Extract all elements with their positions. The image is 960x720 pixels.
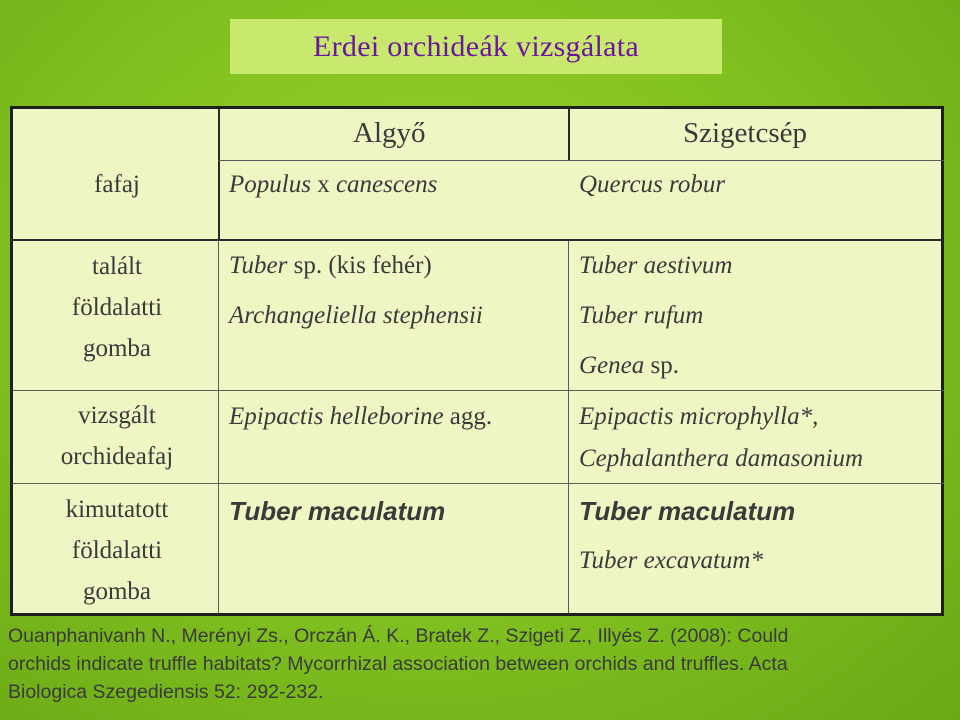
header-algyo: Algyő [353, 117, 426, 149]
orchidea-algyo-suffix: agg. [443, 403, 493, 430]
kimutatott-algyo [229, 486, 445, 536]
orchidea-szig-line1: Epipactis microphylla*, [579, 403, 819, 430]
label-kimutatott-gomba [13, 489, 221, 612]
kimutatott-algyo-name: Tuber maculatum [229, 496, 446, 526]
label-fafaj: fafaj [94, 171, 140, 198]
gomba-szig-line3: Genea sp. [579, 352, 679, 379]
gomba-algyo-line1: Tuber sp. (kis fehér) [229, 252, 432, 279]
label-talalt-line3: gomba [82, 335, 152, 362]
divider-h2 [13, 390, 944, 391]
orchidea-algyo-name: Epipactis helleborine [229, 403, 444, 430]
kimutatott-szig-line1: Tuber maculatum [579, 496, 796, 526]
label-kimutatott-line3: gomba [82, 578, 152, 605]
fafaj-algyo-genus: Populus [229, 171, 311, 198]
divider-h0 [218, 160, 944, 161]
label-kimutatott-line1: kimutatott [65, 496, 169, 523]
label-talalt-line1: talált [92, 253, 142, 280]
kimutatott-szigetcsep [579, 486, 795, 586]
label-talalt-line2: földalatti [71, 294, 163, 321]
gomba-algyo-line2: Archangeliella stephensii [229, 302, 483, 329]
citation-line2: orchids indicate truffle habitats? Mycorrhizal association between orchids and truffles. Acta [8, 653, 788, 675]
orchidea-szig-line2: Cephalanthera damasonium [579, 445, 864, 472]
page-title: Erdei orchideák vizsgálata [230, 19, 722, 74]
orchidea-szigetcsep [579, 392, 863, 484]
fafaj-algyo [229, 171, 437, 199]
divider-v2b [568, 239, 569, 613]
gomba-algyo [229, 241, 483, 341]
orchidea-algyo [229, 392, 492, 442]
citation-line3: Biologica Szegediensis 52: 292-232. [8, 681, 324, 703]
citation [8, 622, 948, 706]
kimutatott-szig-line2: Tuber excavatum* [579, 547, 763, 574]
gomba-szigetcsep [579, 241, 732, 391]
divider-v2a [568, 109, 570, 161]
fafaj-szigetcsep: Quercus robur [579, 171, 726, 198]
label-vizsgalt-line1: vizsgált [78, 402, 156, 429]
label-vizsgalt-orchidea [13, 395, 221, 477]
gomba-szig-line2: Tuber rufum [579, 302, 704, 329]
label-kimutatott-line2: földalatti [71, 537, 163, 564]
gomba-szig-line1: Tuber aestivum [579, 252, 733, 279]
fafaj-algyo-species: canescens [335, 171, 438, 198]
label-vizsgalt-line2: orchideafaj [60, 443, 174, 470]
header-szigetcsep: Szigetcsép [683, 117, 808, 149]
label-talalt-gomba [13, 246, 221, 369]
comparison-table [10, 106, 944, 616]
fafaj-algyo-x: x [310, 171, 336, 198]
citation-line1: Ouanphanivanh N., Merényi Zs., Orczán Á. K., Bratek Z., Szigeti Z., Illyés Z. (2008): Could [8, 625, 789, 647]
